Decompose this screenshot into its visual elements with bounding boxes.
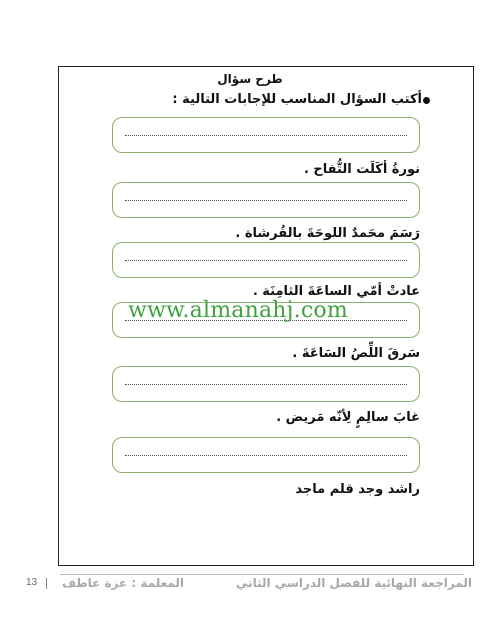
answer-box-6[interactable] <box>112 437 420 473</box>
answer-line <box>125 455 407 456</box>
answer-line <box>125 260 407 261</box>
answer-box-1[interactable] <box>112 117 420 153</box>
answer-box-2[interactable] <box>112 182 420 218</box>
answer-box-5[interactable] <box>112 366 420 402</box>
sentence-5: غابَ سالِمٍ لِأنّه مَريض . <box>276 410 420 425</box>
footer-separator <box>46 578 47 589</box>
footer-teacher: المعلمة : عزة عاطف <box>62 576 185 590</box>
worksheet-title: طرح سؤال <box>217 72 283 86</box>
bullet-icon <box>423 97 430 104</box>
sentence-4: سَرقَ اللِّصُ السَاعَةَ . <box>292 346 420 361</box>
sentence-1: نورةُ أكَلَت التُّفاح . <box>303 162 420 177</box>
watermark-text: www.almanahj.com <box>128 298 348 323</box>
answer-line <box>125 384 407 385</box>
answer-line <box>125 135 407 136</box>
footer-title: المراجعة النهائية للفصل الدراسي الثاني <box>235 576 472 590</box>
sentence-6: راشد وجد قلم ماجد <box>295 482 420 497</box>
footer-divider <box>60 574 464 575</box>
answer-line <box>125 200 407 201</box>
sentence-3: عادتْ أمّي الساعَةَ الثامِنَة . <box>252 284 420 299</box>
answer-box-3[interactable] <box>112 242 420 278</box>
page-number: 13 <box>26 577 38 588</box>
instruction-text: أكتب السؤال المناسب للإجابات التالية : <box>172 92 422 107</box>
sentence-2: رَسَمَ محَمدٌ اللوحَةَ بالفُرشاة . <box>235 226 420 241</box>
